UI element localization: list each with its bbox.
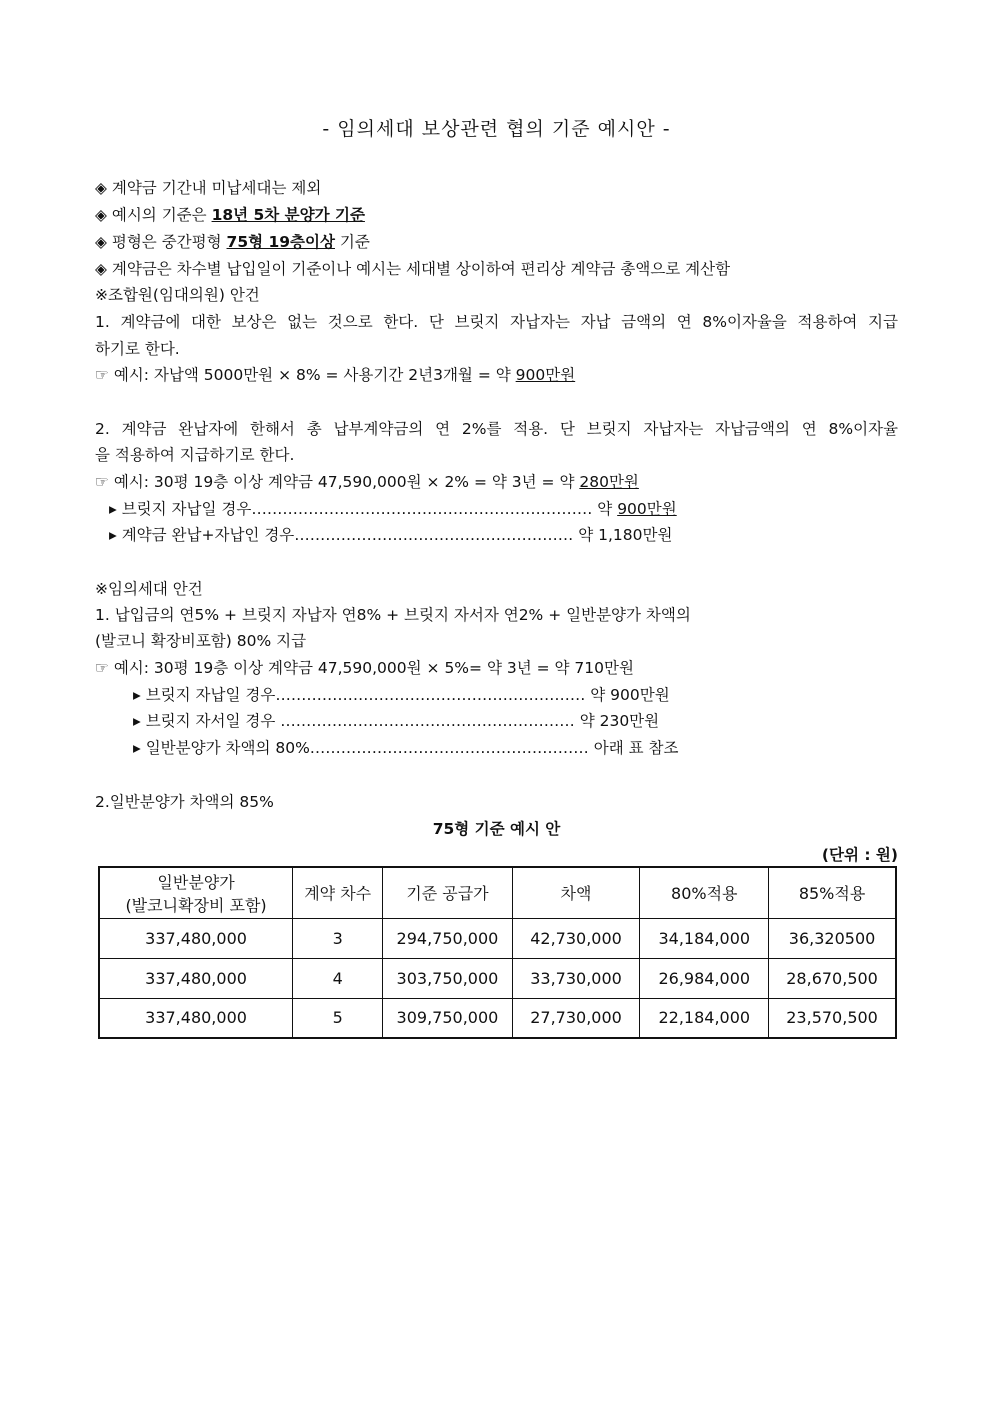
table-cell: 26,984,000: [640, 958, 769, 998]
table-cell: 3: [293, 918, 383, 958]
paragraph-line: 1. 계약금에 대한 보상은 없는 것으로 한다. 단 브릿지 자납자는 자납 금액의 연 8%이자율을 적용하여 지급: [95, 313, 898, 331]
paragraph-line: 1. 납입금의 연5% + 브릿지 자납자 연8% + 브릿지 자서자 연2% + 일반분양가 차액의: [95, 606, 691, 624]
table-cell: 28,670,500: [769, 958, 896, 998]
paragraph-line: 하기로 한다.: [95, 340, 180, 358]
section-heading-members: ※조합원(임대의원) 안건: [95, 286, 260, 304]
emphasis-text: 18년 5차 분양가 기준: [211, 206, 365, 224]
result-line: ▸ 계약금 완납+자납인 경우……………………………………………… 약 1,180만원: [109, 526, 673, 544]
column-header: 85%적용: [769, 867, 896, 918]
result-line: ▸ 브릿지 자납일 경우………………………………………………………… 약 900만원: [109, 500, 677, 518]
table-cell: 33,730,000: [512, 958, 640, 998]
table-cell: 34,184,000: [640, 918, 769, 958]
paragraph-line: 을 적용하여 지급하기로 한다.: [95, 446, 295, 464]
table-cell: 309,750,000: [383, 998, 512, 1038]
table-cell: 337,480,000: [99, 958, 293, 998]
table-cell: 4: [293, 958, 383, 998]
paragraph-line: 2. 계약금 완납자에 한해서 총 납부계약금의 연 2%를 적용. 단 브릿지 자납자는 자납금액의 연 8%이자율: [95, 420, 898, 438]
table-cell: 303,750,000: [383, 958, 512, 998]
column-header: 계약 차수: [293, 867, 383, 918]
table-cell: 294,750,000: [383, 918, 512, 958]
table-cell: 5: [293, 998, 383, 1038]
table-cell: 36,320500: [769, 918, 896, 958]
table-cell: 27,730,000: [512, 998, 640, 1038]
example-line: ☞ 예시: 30평 19층 이상 계약금 47,590,000원 × 5%= 약 3년 = 약 710만원: [95, 659, 634, 677]
bullet-2: ◈ 예시의 기준은 18년 5차 분양가 기준: [95, 206, 365, 224]
section-heading-voluntary: ※임의세대 안건: [95, 580, 203, 598]
table-cell: 337,480,000: [99, 918, 293, 958]
comparison-table: [98, 866, 897, 1039]
column-header: 80%적용: [640, 867, 769, 918]
paragraph-line: (발코니 확장비포함) 80% 지급: [95, 632, 307, 650]
table-cell: 23,570,500: [769, 998, 896, 1038]
unit-label: (단위 : 원): [821, 846, 898, 864]
result-line: ▸ 브릿지 자서일 경우 ………………………………………………… 약 230만원: [133, 712, 660, 730]
bullet-3: ◈ 평형은 중간평형 75형 19층이상 기준: [95, 233, 370, 251]
table-header-row: [99, 867, 896, 918]
bullet-1: ◈ 계약금 기간내 미납세대는 제외: [95, 179, 322, 197]
column-header: 차액: [512, 867, 640, 918]
table-row: [99, 958, 896, 998]
example-line: ☞ 예시: 자납액 5000만원 × 8% = 사용기간 2년3개월 = 약 900만원: [95, 366, 576, 384]
example-line: ☞ 예시: 30평 19층 이상 계약금 47,590,000원 × 2% = 약 3년 = 약 280만원: [95, 473, 639, 491]
bullet-4: ◈ 계약금은 차수별 납입일이 기준이나 예시는 세대별 상이하여 편리상 계약금 총액으로 계산함: [95, 260, 731, 278]
table-cell: 42,730,000: [512, 918, 640, 958]
table-cell: 337,480,000: [99, 998, 293, 1038]
result-line: ▸ 일반분양가 차액의 80%……………………………………………… 아래 표 참조: [133, 739, 679, 757]
result-line: ▸ 브릿지 자납일 경우…………………………………………………… 약 900만원: [133, 686, 670, 704]
table-cell: 22,184,000: [640, 998, 769, 1038]
paragraph-line: 2.일반분양가 차액의 85%: [95, 793, 274, 811]
document-title: - 임의세대 보상관련 협의 기준 예시안 -: [322, 118, 671, 140]
table-row: [99, 918, 896, 958]
emphasis-text: 75형 19층이상: [226, 233, 335, 251]
column-header: 일반분양가 (발코니확장비 포함): [99, 867, 293, 918]
table-row: [99, 998, 896, 1038]
table-title: 75형 기준 예시 안: [432, 820, 561, 838]
column-header: 기준 공급가: [383, 867, 512, 918]
